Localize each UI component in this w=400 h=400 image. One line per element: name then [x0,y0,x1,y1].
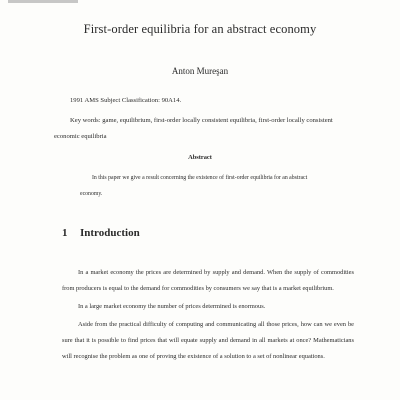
section-number: 1 [62,227,68,239]
abstract-heading: Abstract [188,154,212,161]
abstract-text: In this paper we give a result concerning the existence of first-order equilibria for an abstract economy. [80,175,308,197]
body-paragraph: In a large market economy the number of prices determined is enormous. [78,303,266,310]
body-text [62,265,354,367]
section-heading [62,227,140,239]
section-title: Introduction [80,227,140,239]
paper-title: First-order equilibria for an abstract economy [83,22,317,36]
paper-author: Anton Mureşan [171,66,229,76]
subject-classification: 1991 AMS Subject Classification: 90A14. [70,97,182,104]
body-paragraph: In a market economy the prices are determined by supply and demand. When the supply of commodities from producers is equal to the demand for commodities by consumers we say that is a market equilibrium. [62,269,354,292]
scan-artifact [8,0,78,3]
body-paragraph: Aside from the practical difficulty of computing and communicating all those prices, how can we even be sure that it is possible to find prices that will equate supply and demand in all markets at once? Mathematicians will recognise the problem as one of proving the existence of a solution to a set of nonlinear equations. [62,321,354,360]
keywords: Key words: game, equilibrium, first-order locally consistent equilibria, first-order locally consistent economic equilibria [54,117,333,140]
